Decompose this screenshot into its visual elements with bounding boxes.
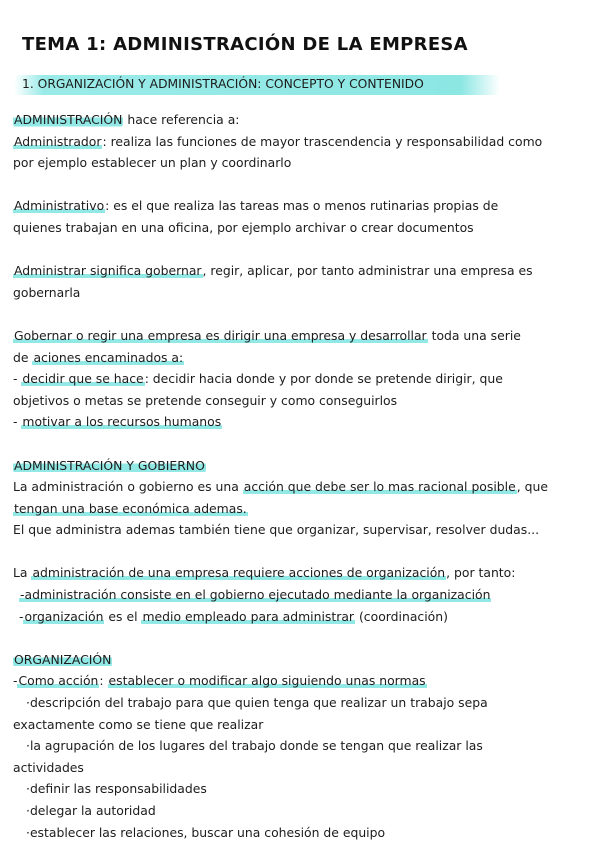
text-segment: El que administra ademas también tiene que organizar, supervisar, resolver dudas... [13, 522, 540, 538]
text-segment: ·establecer las relaciones, buscar una cohesión de equipo [26, 824, 386, 840]
text-segment: La [13, 565, 32, 581]
text-segment: : es el que realiza las tareas mas o menos rutinarias propias de [105, 198, 499, 214]
line-gap [13, 174, 595, 196]
text-segment: ·la agrupación de los lugares del trabajo donde se tengan que realizar las [26, 738, 483, 754]
text-segment: : realiza las funciones de mayor trascendencia y responsabilidad como [102, 133, 543, 149]
text-segment: - [19, 608, 24, 624]
line-gap [13, 627, 595, 649]
text-segment: La administración o gobierno es una [13, 479, 243, 495]
text-line [13, 476, 595, 498]
text-segment: - [13, 371, 22, 387]
text-line [13, 757, 595, 779]
text-segment: exactamente como se tiene que realizar [13, 716, 264, 732]
text-line [13, 131, 595, 153]
text-line [13, 778, 595, 800]
highlighted-text: Gobernar o regir una empresa es dirigir una empresa y desarrollar [14, 327, 427, 343]
text-segment: gobernarla [13, 284, 81, 300]
text-line [13, 411, 595, 433]
text-line [13, 498, 595, 520]
text-line [13, 800, 595, 822]
text-line [13, 217, 595, 239]
text-line [13, 390, 595, 412]
text-line [13, 368, 595, 390]
text-segment: hace referencia a: [123, 112, 240, 127]
text-segment: - [13, 414, 22, 430]
highlighted-text: aciones encaminados a: [33, 349, 184, 365]
text-line [13, 260, 595, 282]
text-line [13, 195, 595, 217]
highlighted-text: ADMINISTRACIÓN Y GOBIERNO [14, 457, 205, 473]
highlighted-text: -administración consiste en el gobierno ejecutado mediante la organización [20, 587, 491, 603]
highlighted-text: decidir que se hace [22, 371, 144, 387]
text-line [13, 649, 595, 671]
text-segment: ·definir las responsabilidades [26, 781, 207, 797]
text-segment: (coordinación) [355, 608, 448, 624]
text-line [13, 455, 595, 477]
text-segment: de [13, 349, 33, 365]
highlighted-text: Administrar significa gobernar [14, 263, 202, 279]
text-line [13, 152, 595, 174]
text-line [13, 282, 595, 304]
highlighted-text: organización [24, 608, 104, 624]
text-segment: : decidir hacia donde y por donde se pretende dirigir, que [144, 371, 503, 387]
text-line [13, 692, 595, 714]
text-segment: quienes trabajan en una oficina, por ejemplo archivar o crear documentos [13, 219, 474, 235]
text-segment: toda una serie [427, 327, 521, 343]
highlighted-text: Administrador [14, 133, 102, 149]
text-segment: , por tanto: [446, 565, 516, 581]
section-heading: 1. ORGANIZACIÓN Y ADMINISTRACIÓN: CONCEPTO Y CONTENIDO [22, 77, 424, 91]
text-line [13, 606, 595, 628]
text-segment: actividades [13, 759, 84, 775]
text-segment: , que [516, 479, 548, 495]
highlighted-text: motivar a los recursos humanos [22, 414, 222, 430]
line-gap [13, 239, 595, 261]
highlighted-text: ADMINISTRACIÓN [14, 112, 123, 127]
text-line [13, 347, 595, 369]
line-gap [13, 433, 595, 455]
line-gap [13, 303, 595, 325]
text-segment: objetivos o metas se pretende conseguir y como conseguirlos [13, 392, 398, 408]
text-line [13, 562, 595, 584]
text-line [13, 714, 595, 736]
text-segment: por ejemplo establecer un plan y coordinarlo [13, 155, 292, 171]
text-line [13, 822, 595, 844]
page-title: TEMA 1: ADMINISTRACIÓN DE LA EMPRESA [22, 34, 468, 55]
text-line [13, 109, 595, 131]
highlighted-text: acción que debe ser lo mas racional posible [243, 479, 516, 495]
highlighted-text: administración de una empresa requiere acciones de organización [32, 565, 446, 581]
document-body [13, 109, 595, 843]
text-segment: ·delegar la autoridad [26, 803, 156, 818]
highlighted-text: establecer o modificar algo siguiendo unas normas [108, 673, 426, 689]
highlighted-text: ORGANIZACIÓN [14, 651, 112, 667]
highlighted-text: tengan una base económica ademas. [14, 500, 247, 516]
text-segment: , regir, aplicar, por tanto administrar una empresa es [202, 263, 533, 279]
text-segment: es el [104, 608, 142, 624]
text-segment: - [13, 673, 18, 689]
text-line [13, 670, 595, 692]
text-segment: : [99, 673, 108, 689]
text-line [13, 735, 595, 757]
text-line [13, 584, 595, 606]
text-line [13, 519, 595, 541]
text-segment: ·descripción del trabajo para que quien tenga que realizar un trabajo sepa [26, 695, 488, 711]
highlighted-text: Administrativo [14, 198, 105, 214]
highlighted-text: Como acción [18, 673, 99, 689]
text-line [13, 325, 595, 347]
highlighted-text: medio empleado para administrar [142, 608, 355, 624]
line-gap [13, 541, 595, 563]
